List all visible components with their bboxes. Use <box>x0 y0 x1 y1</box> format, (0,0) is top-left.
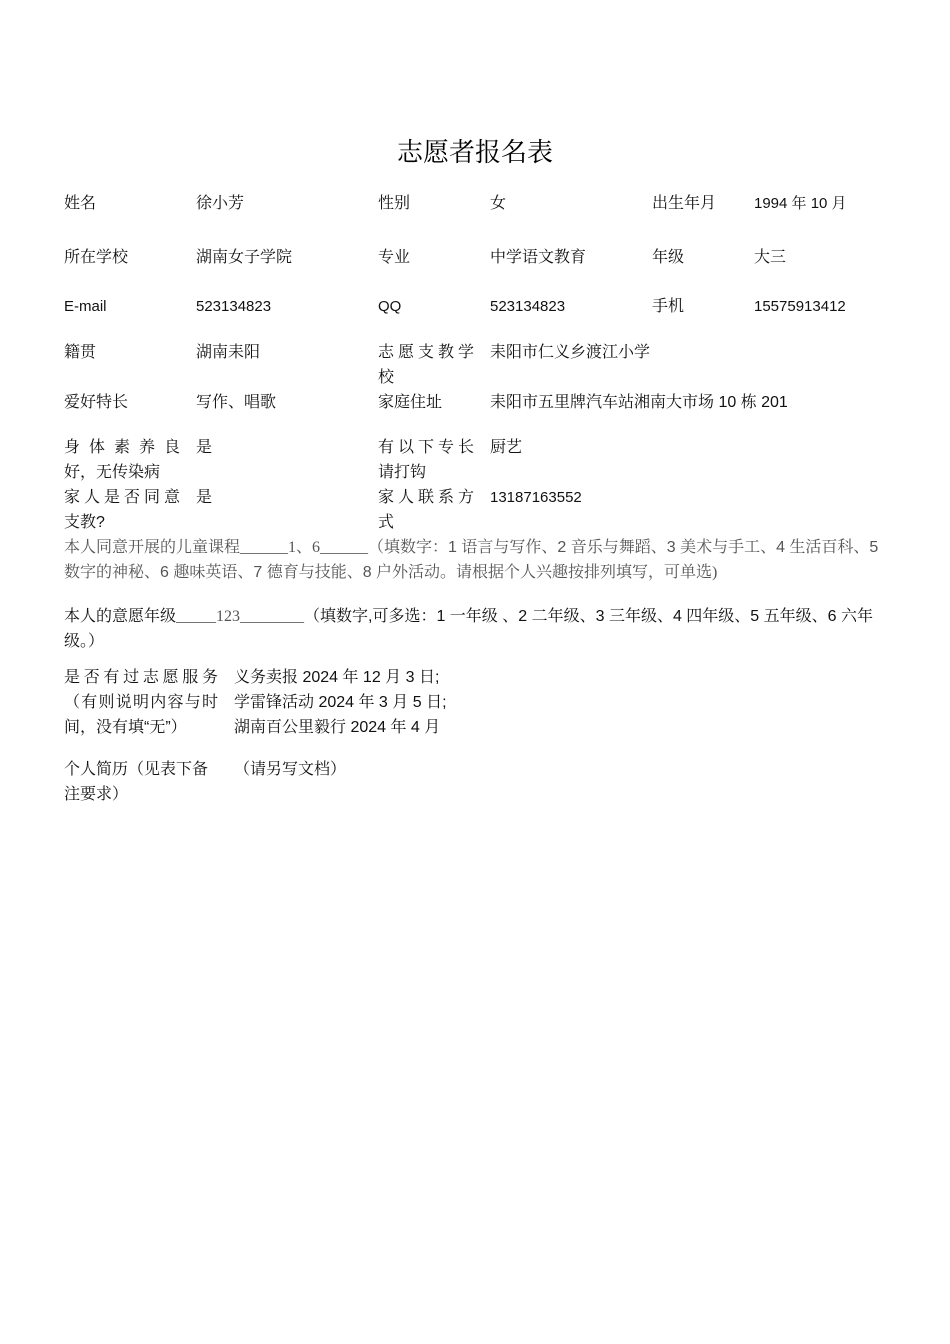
course-note-1: （填数字：1 语言与写作、2 音乐与舞蹈、3 美术与手工、4 生活百科、5 <box>368 539 879 556</box>
family-consent-label-line2: 支教? <box>64 514 105 531</box>
skill-label-line1: 有以下专长 <box>378 439 474 456</box>
hobby-value: 写作、唱歌 <box>196 394 277 411</box>
resume-value: （请另写文档） <box>234 761 347 778</box>
service-items <box>234 665 447 740</box>
major-label: 专业 <box>378 249 411 266</box>
target-school-label-line2: 校 <box>378 369 395 386</box>
course-note-2b: 请根据个人兴趣按排列填写，可单选) <box>456 564 718 581</box>
family-contact-value: 13187163552 <box>490 489 582 506</box>
family-contact-label-line1: 家人联系方 <box>378 489 474 506</box>
hobby-label: 爱好特长 <box>64 394 129 411</box>
course-line2 <box>64 560 717 585</box>
family-contact-label-line2: 式 <box>378 514 395 531</box>
service-label-line3: 间，没有填“无”） <box>64 719 187 736</box>
grade-pref-note-2: 级。） <box>64 633 105 650</box>
resume-label-line2: 注要求） <box>64 786 129 803</box>
target-school-label <box>378 340 474 390</box>
grade-pref-answer: _____123________ <box>176 608 305 625</box>
school-value: 湖南女子学院 <box>196 249 293 266</box>
phone-value: 15575913412 <box>754 298 846 315</box>
grade-pref-note-1: （填数字,可多选：1 一年级 、2 二年级、3 三年级、4 四年级、5 五年级、6 六年 <box>304 608 873 625</box>
course-note-2a: 数字的神秘、6 趣味英语、7 德育与技能、8 户外活动。 <box>64 564 457 581</box>
skill-label-line2: 请打钩 <box>378 464 427 481</box>
family-consent-value: 是 <box>196 489 213 506</box>
native-place-value: 湖南耒阳 <box>196 344 261 361</box>
grade-value: 大三 <box>754 249 787 266</box>
qq-label: QQ <box>378 298 402 315</box>
health-label-line1: 身体素养良 <box>64 439 180 456</box>
birth-label: 出生年月 <box>652 195 717 212</box>
grade-pref-prefix: 本人的意愿年级 <box>64 608 177 625</box>
gender-label: 性别 <box>378 195 411 212</box>
skill-label <box>378 435 474 485</box>
family-consent-label <box>64 485 180 535</box>
target-school-value: 耒阳市仁义乡渡江小学 <box>490 344 651 361</box>
health-label <box>64 435 180 485</box>
email-value: 523134823 <box>196 298 272 315</box>
health-label-line2: 好，无传染病 <box>64 464 161 481</box>
course-prefix: 本人同意开展的儿童课程 <box>64 539 241 556</box>
resume-label <box>64 757 208 807</box>
address-label: 家庭住址 <box>378 394 443 411</box>
service-item-2: 学雷锋活动 2024 年 3 月 5 日; <box>234 694 447 711</box>
grade-label: 年级 <box>652 249 685 266</box>
qq-value: 523134823 <box>490 298 566 315</box>
grade-pref-line1 <box>64 604 873 629</box>
email-label: E-mail <box>64 298 107 315</box>
birth-value: 1994 年 10 月 <box>754 195 847 212</box>
health-value: 是 <box>196 439 213 456</box>
major-value: 中学语文教育 <box>490 249 587 266</box>
family-contact-label <box>378 485 474 535</box>
family-consent-label-line1: 家人是否同意 <box>64 489 180 506</box>
resume-label-line1: 个人简历（见表下备 <box>64 761 209 778</box>
native-place-label: 籍贯 <box>64 344 97 361</box>
page-title: 志愿者报名表 <box>396 137 553 167</box>
service-item-3: 湖南百公里毅行 2024 年 4 月 <box>234 719 441 736</box>
skill-value: 厨艺 <box>490 439 523 456</box>
service-item-1: 义务卖报 2024 年 12 月 3 日; <box>234 669 440 686</box>
service-label <box>64 665 218 740</box>
service-label-line1: 是否有过志愿服务 <box>64 669 218 686</box>
target-school-label-line1: 志愿支教学 <box>378 344 474 361</box>
name-label: 姓名 <box>64 195 97 212</box>
address-value: 耒阳市五里牌汽车站湘南大市场 10 栋 201 <box>490 394 788 411</box>
gender-value: 女 <box>490 195 507 212</box>
service-label-line2: （有则说明内容与时 <box>64 694 218 711</box>
phone-label: 手机 <box>652 298 685 315</box>
course-line1 <box>64 535 878 560</box>
course-answer: ______1、6______ <box>240 539 369 556</box>
school-label: 所在学校 <box>64 249 129 266</box>
name-value: 徐小芳 <box>196 195 245 212</box>
